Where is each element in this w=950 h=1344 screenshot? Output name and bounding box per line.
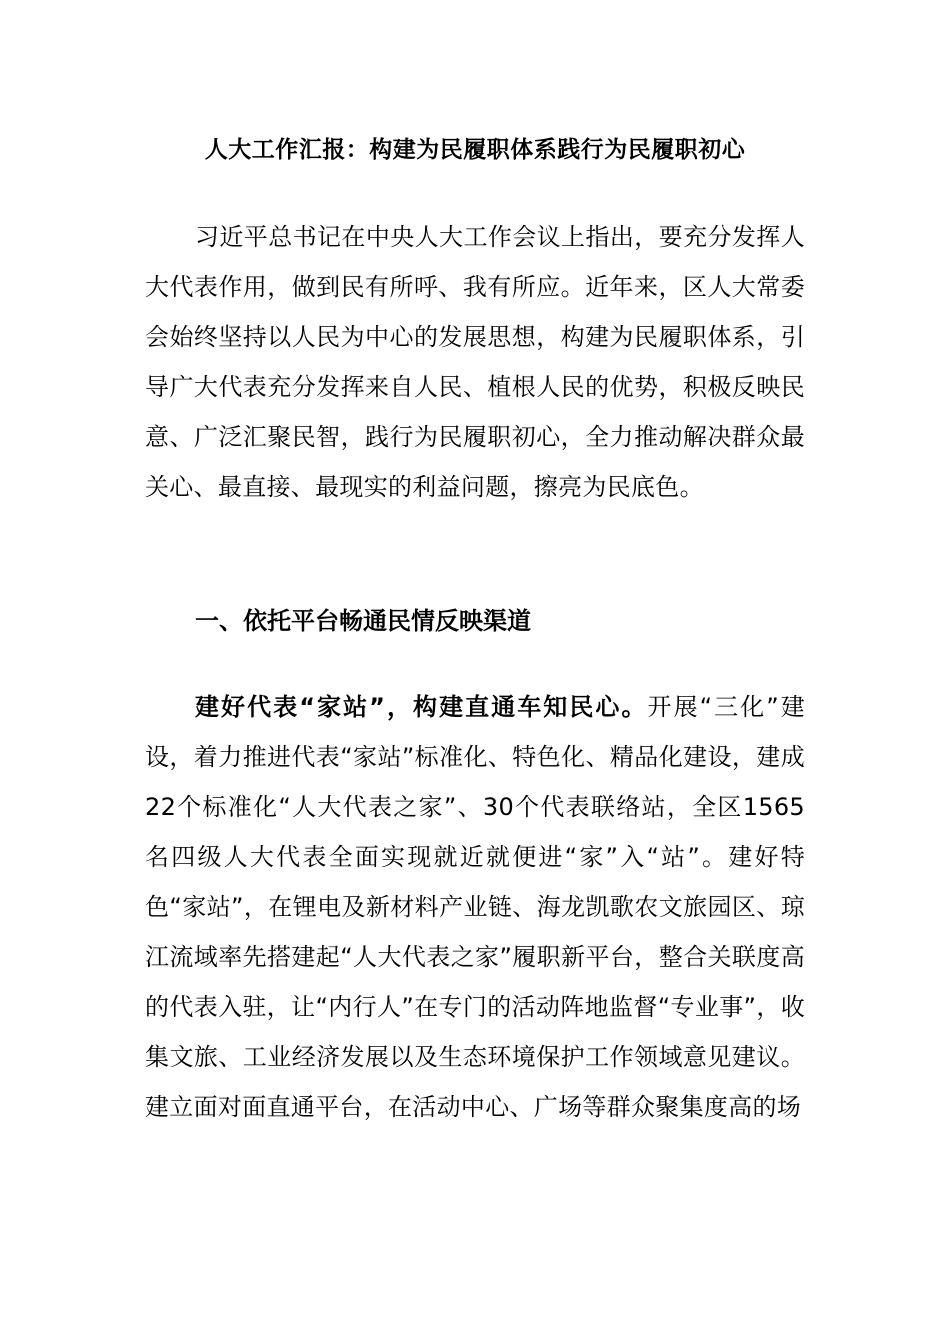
- section-heading: 一、依托平台畅通民情反映渠道: [195, 607, 531, 635]
- section-paragraph: [145, 682, 805, 1132]
- paragraph-lead: 建好代表“家站”，构建直通车知民心。: [195, 693, 648, 721]
- paragraph-body: 开展“三化”建设，着力推进代表“家站”标准化、特色化、精品化建设，建成22个标准化“人大代表之家”、30个代表联络站，全区1565名四级人大代表全面实现就近就便进“家”入“站”。建好特色“家站”，在锂电及新材料产业链、海龙凯歌农文旅园区、琼江流域率先搭建起“人大代表之家”履职新平台，整合关联度高的代表入驻，让“内行人”在专门的活动阵地监督“专业事”，收集文旅、工业经济发展以及生态环境保护工作领域意见建议。建立面对面直通平台，在活动中心、广场等群众聚集度高的场: [145, 693, 806, 1121]
- intro-paragraph: 习近平总书记在中央人大工作会议上指出，要充分发挥人大代表作用，做到民有所呼、我有所应。近年来，区人大常委会始终坚持以人民为中心的发展思想，构建为民履职体系，引导广大代表充分发挥来自人民、植根人民的优势，积极反映民意、广泛汇聚民智，践行为民履职初心，全力推动解决群众最关心、最直接、最现实的利益问题，擦亮为民底色。: [145, 223, 805, 501]
- document-title: 人大工作汇报：构建为民履职体系践行为民履职初心: [204, 137, 746, 163]
